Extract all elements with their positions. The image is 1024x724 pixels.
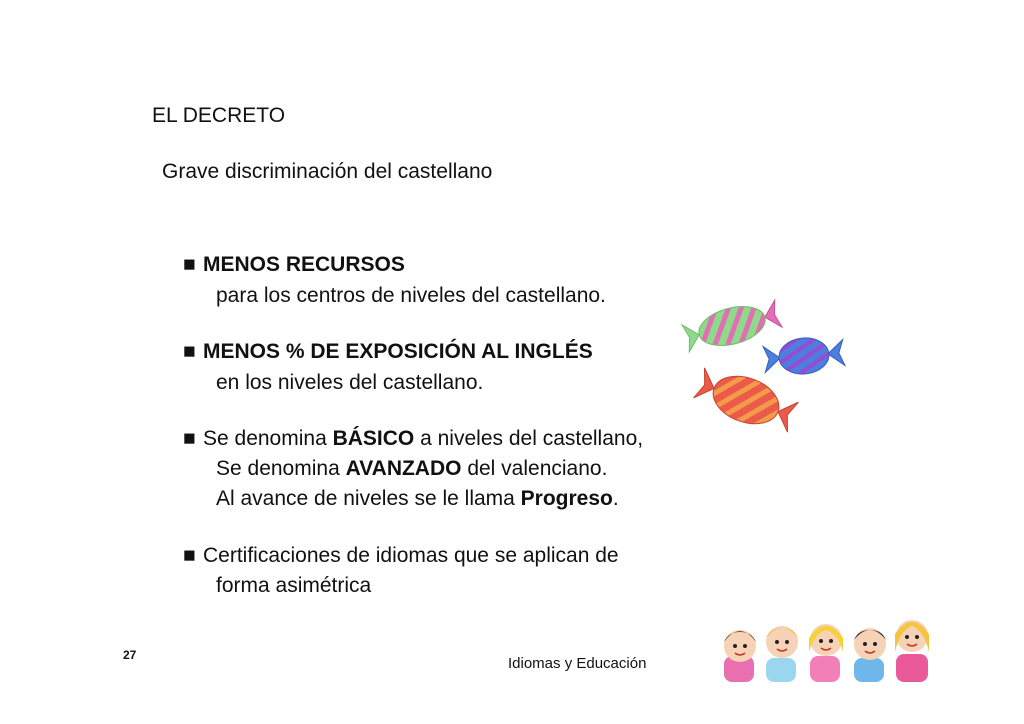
bullet-item-4-line-1: ■ Certificaciones de idiomas que se aplican de [183,544,619,567]
bullet-item-4-line-2: forma asimétrica [216,574,372,597]
bullet-item-2-heading: ■ MENOS % DE EXPOSICIÓN AL INGLÉS [183,340,593,363]
bullet-square-icon: ■ [183,340,196,363]
blue-candy-icon [763,335,846,378]
bullet-square-icon: ■ [183,544,196,567]
bullet-square-icon: ■ [183,427,196,450]
slide-title: EL DECRETO [152,104,286,127]
bullet-item-2-detail: en los niveles del castellano. [216,371,484,394]
child-5-icon [895,620,929,682]
bullet-item-3-line-1: ■ Se denomina BÁSICO a niveles del castellano, [183,427,644,450]
bullet-item-3-line-2: Se denomina AVANZADO del valenciano. [216,457,608,480]
red-candy-icon [691,362,800,438]
candies-illustration [680,290,860,440]
child-1-icon [724,630,756,682]
bullet-item-3-line-3: Al avance de niveles se le llama Progreso. [216,487,619,510]
green-candy-icon [681,296,783,356]
footer-text: Idiomas y Educación [508,655,647,672]
slide-subtitle: Grave discriminación del castellano [162,160,493,183]
bullet-item-1-heading: ■ MENOS RECURSOS [183,253,405,276]
bullet-square-icon: ■ [183,253,196,276]
child-2-icon [766,626,798,682]
child-3-icon [809,624,843,682]
child-4-icon [854,628,886,682]
children-illustration [716,612,934,682]
page-number: 27 [123,648,137,662]
bullet-item-1-detail: para los centros de niveles del castellano. [216,284,606,307]
